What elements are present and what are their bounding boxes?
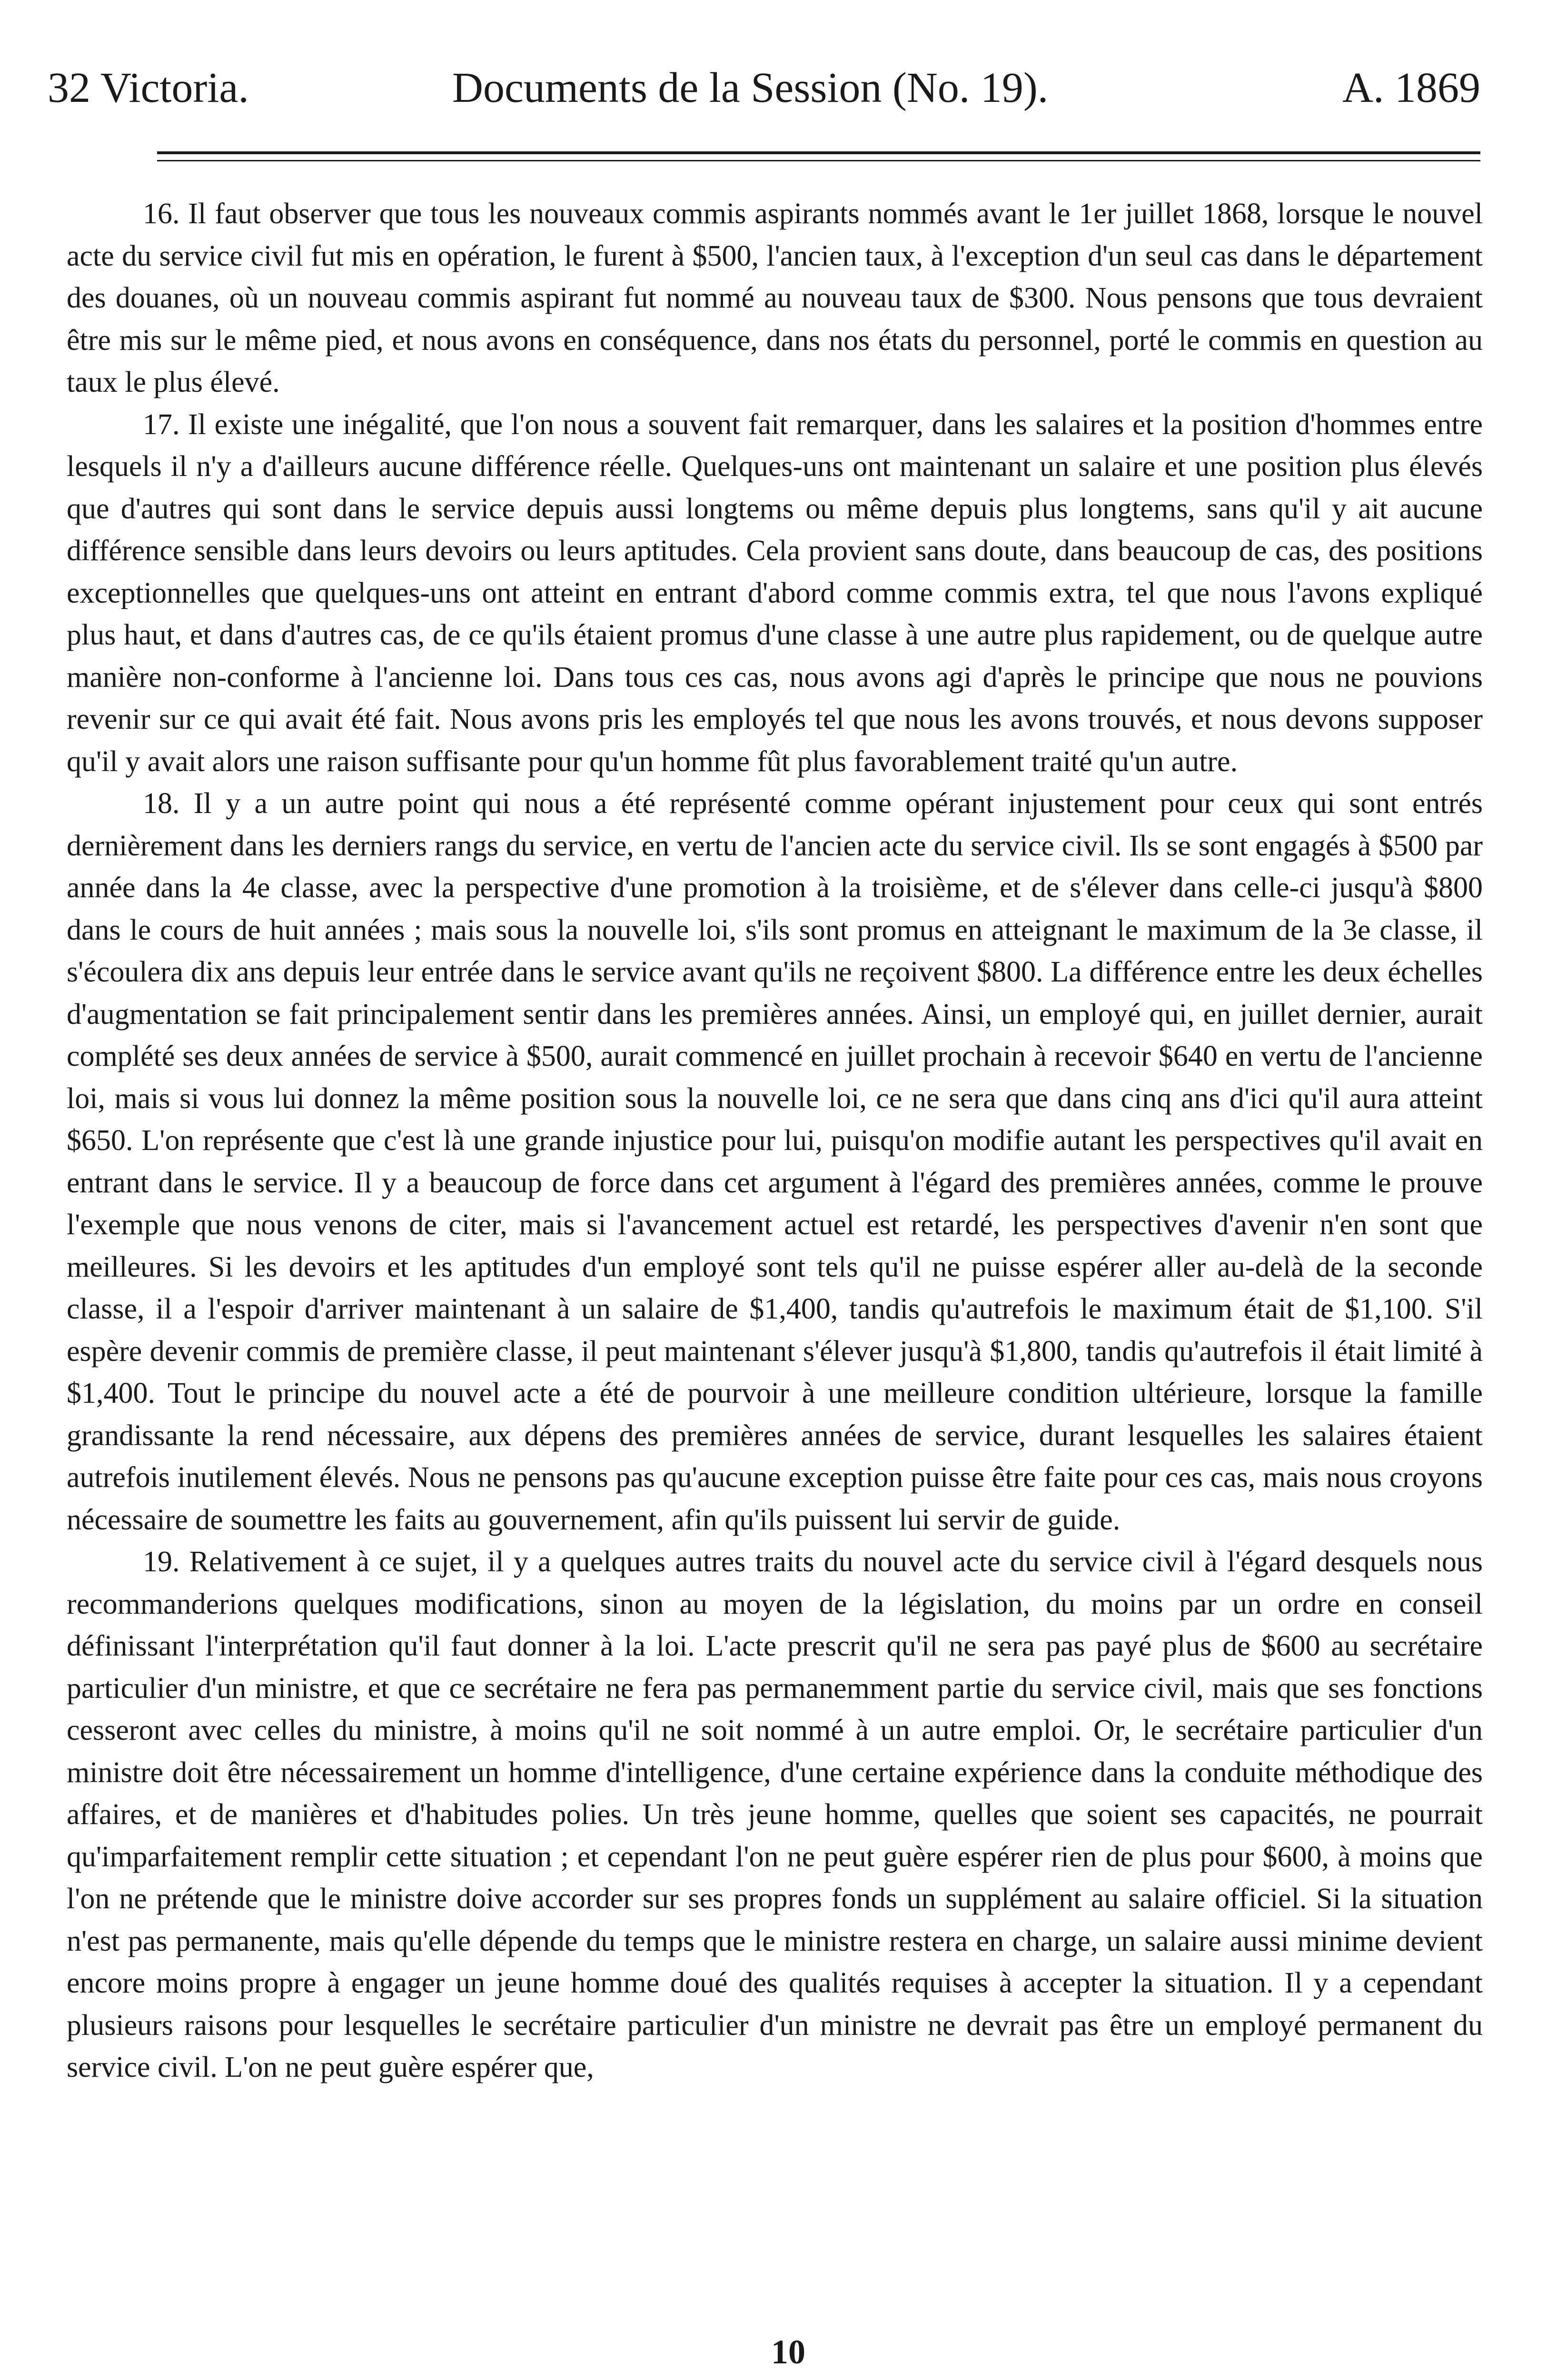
header-rule-thick xyxy=(157,151,1480,154)
header-rule-thin xyxy=(157,160,1480,161)
header-year: A. 1869 xyxy=(1342,64,1480,111)
paragraph-17: 17. Il existe une inégalité, que l'on nous a souvent fait remarquer, dans les salaires et la position d'hommes entre lesquels il n'y a d'ailleurs aucune différence réelle. Quelques-uns ont maintenant un salaire et une position plus élevés que d'autres qui sont dans le service depuis aussi longtems ou même depuis plus longtems, sans qu'il y ait aucune différence sensible dans leurs devoirs ou leurs aptitudes. Cela provient sans doute, dans beaucoup de cas, des positions exceptionnelles que quelques-uns ont atteint en entrant d'abord comme commis extra, tel que nous l'avons expliqué plus haut, et dans d'autres cas, de ce qu'ils étaient promus d'une classe à une autre plus rapidement, ou de quelque autre manière non-conforme à l'ancienne loi. Dans tous ces cas, nous avons agi d'après le principe que nous ne pouvions revenir sur ce qui avait été fait. Nous avons pris les employés tel que nous les avons trouvés, et nous devons supposer qu'il y avait alors une raison suffisante pour qu'un homme fût plus favorablement traité qu'un autre. xyxy=(67,408,1483,778)
running-header xyxy=(48,57,1480,119)
page-number: 10 xyxy=(771,2333,805,2371)
paragraph-16: 16. Il faut observer que tous les nouveaux commis aspirants nommés avant le 1er juillet 1868, lorsque le nouvel acte du service civil fut mis en opération, le furent à $500, l'ancien taux, à l'exception d'un seul cas dans le département des douanes, où un nouveau commis aspirant fut nommé au nouveau taux de $300. Nous pensons que tous devraient être mis sur le même pied, et nous avons en conséquence, dans nos états du personnel, porté le commis en question au taux le plus élevé. xyxy=(67,198,1483,398)
paragraph-18: 18. Il y a un autre point qui nous a été représenté comme opérant injustement pour ceux qui sont entrés dernièrement dans les derniers rangs du service, en vertu de l'ancien acte du service civil. Ils se sont engagés à $500 par année dans la 4e classe, avec la perspective d'une promotion à la troisième, et de s'élever dans celle-ci jusqu'à $800 dans le cours de huit années ; mais sous la nouvelle loi, s'ils sont promus en atteignant le maximum de la 3e classe, il s'écoulera dix ans depuis leur entrée dans le service avant qu'ils ne reçoivent $800. La différence entre les deux échelles d'augmentation se fait principalement sentir dans les premières années. Ainsi, un employé qui, en juillet dernier, aurait complété ses deux années de service à $500, aurait commencé en juillet prochain à recevoir $640 en vertu de l'ancienne loi, mais si vous lui donnez la même position sous la nouvelle loi, ce ne sera que dans cinq ans d'ici qu'il aura atteint $650. L'on représente que c'est là une grande injustice pour lui, puisqu'on modifie autant les perspectives qu'il avait en entrant dans le service. Il y a beaucoup de force dans cet argument à l'égard des premières années, comme le prouve l'exemple que nous venons de citer, mais si l'avancement actuel est retardé, les perspectives d'avenir n'en sont que meilleures. Si les devoirs et les aptitudes d'un employé sont tels qu'il ne puisse espérer aller au-delà de la seconde classe, il a l'espoir d'arriver maintenant à un salaire de $1,400, tandis qu'autrefois le maximum était de $1,100. S'il espère devenir commis de première classe, il peut maintenant s'élever jusqu'à $1,800, tandis qu'autrefois il était limité à $1,400. Tout le principe du nouvel acte a été de pourvoir à une meilleure condition ultérieure, lorsque la famille grandissante la rend nécessaire, aux dépens des premières années de service, durant lesquelles les salaires étaient autrefois inutilement élevés. Nous ne pensons pas qu'aucune exception puisse être faite pour ces cas, mais nous croyons nécessaire de soumettre les faits au gouvernement, afin qu'ils puissent lui servir de guide. xyxy=(67,787,1483,1536)
body-text xyxy=(67,193,1483,2089)
paragraph-19: 19. Relativement à ce sujet, il y a quelques autres traits du nouvel acte du service civil à l'égard desquels nous recommanderions quelques modifications, sinon au moyen de la législation, du moins par un ordre en conseil définissant l'interprétation qu'il faut donner à la loi. L'acte prescrit qu'il ne sera pas payé plus de $600 au secrétaire particulier d'un ministre, et que ce secrétaire ne fera pas permanemment partie du service civil, mais que ses fonctions cesseront avec celles du ministre, à moins qu'il ne soit nommé à un autre emploi. Or, le secrétaire particulier d'un ministre doit être nécessairement un homme d'intelligence, d'une certaine expérience dans la conduite méthodique des affaires, et de manières et d'habitudes polies. Un très jeune homme, quelles que soient ses capacités, ne pourrait qu'imparfaitement remplir cette situation ; et cependant l'on ne peut guère espérer rien de plus pour $600, à moins que l'on ne prétende que le ministre doive accorder sur ses propres fonds un supplément au salaire officiel. Si la situation n'est pas permanente, mais qu'elle dépende du temps que le ministre restera en charge, un salaire aussi minime devient encore moins propre à engager un jeune homme doué des qualités requises à accepter la situation. Il y a cependant plusieurs raisons pour lesquelles le secrétaire particulier d'un ministre ne devrait pas être un employé permanent du service civil. L'on ne peut guère espérer que, xyxy=(67,1546,1483,2083)
header-volume: 32 Victoria. xyxy=(48,64,249,111)
header-title: Documents de la Session (No. 19). xyxy=(452,64,1049,111)
